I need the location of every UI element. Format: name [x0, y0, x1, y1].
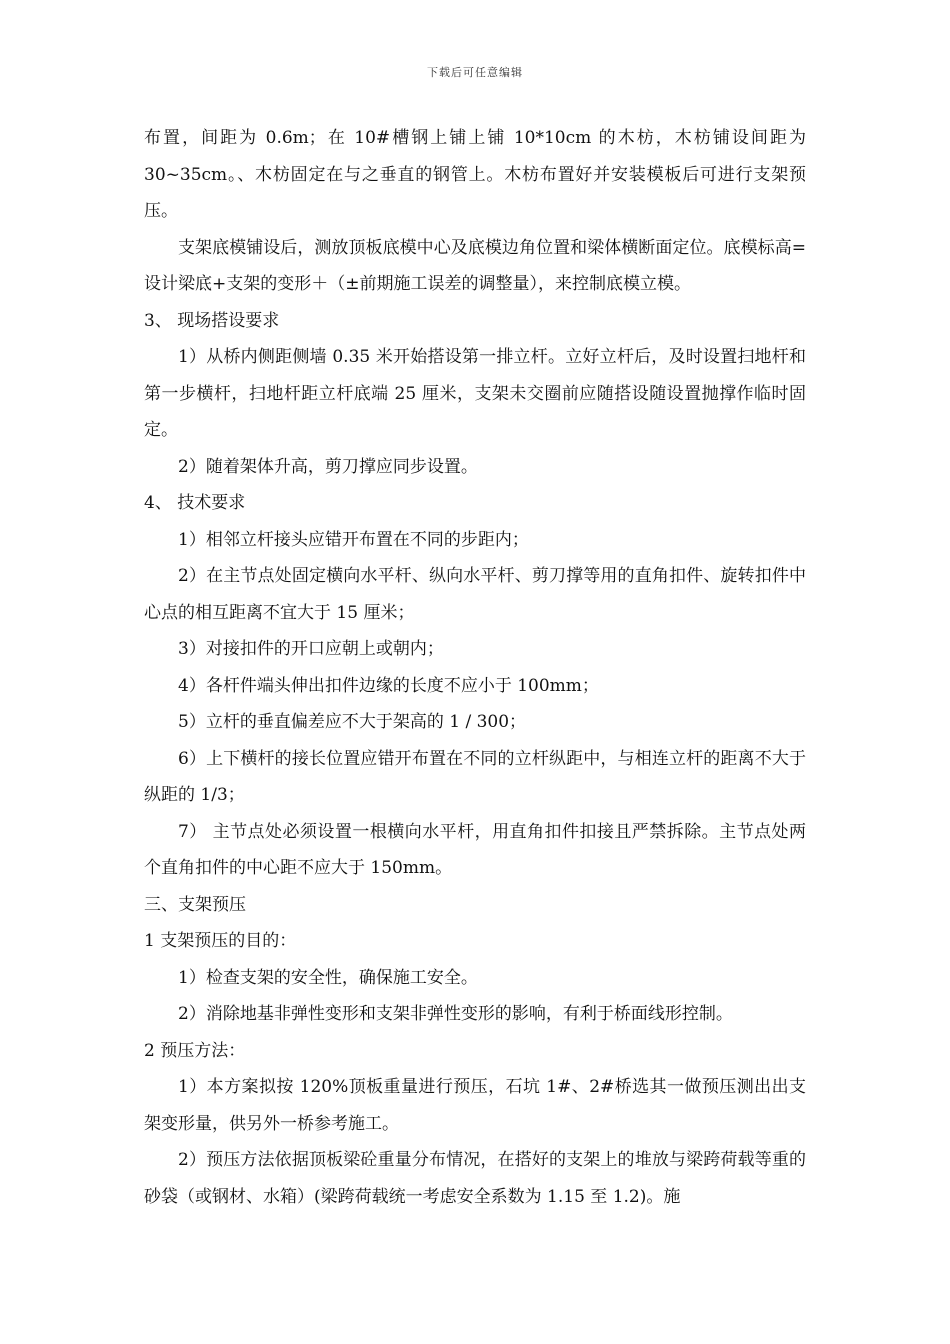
list-item: 5）立杆的垂直偏差应不大于架高的 1 / 300；: [178, 712, 527, 732]
list-item: 1）从桥内侧距侧墙 0.35 米开始搭设第一排立杆。立好立杆后，及时设置扫地杆和第一步横杆，扫地杆距立杆底端 25 厘米，支架未交圈前应随搭设随设置抛撑作临时固定。: [144, 347, 806, 440]
list-item: 7） 主节点处必须设置一根横向水平杆，用直角扣件扣接且严禁拆除。主节点处两个直角扣件的中心距不应大于 150mm。: [144, 821, 806, 878]
list-item: 6）上下横杆的接长位置应错开布置在不同的立杆纵距中，与相连立杆的距离不大于纵距的 1/3；: [144, 748, 806, 805]
section-heading-technical: 4、 技术要求: [144, 493, 246, 513]
list-item: 2）随着架体升高，剪刀撑应同步设置。: [178, 456, 478, 477]
list-item: 2）预压方法依据顶板梁砼重量分布情况，在搭好的支架上的堆放与梁跨荷载等重的砂袋（或钢材、水箱）(梁跨荷载统一考虑安全系数为 1.15 至 1.2)。施: [144, 1150, 806, 1207]
subheading-purpose: 1 支架预压的目的：: [144, 931, 297, 951]
list-item: 3）对接扣件的开口应朝上或朝内；: [178, 639, 444, 659]
subheading-method: 2 预压方法：: [144, 1040, 246, 1061]
chapter-heading-preload: 三、支架预压: [144, 894, 246, 915]
page-header: 下载后可任意编辑: [427, 66, 523, 79]
list-item: 4）各杆件端头伸出扣件边缘的长度不应小于 100mm；: [178, 675, 599, 696]
list-item: 1）相邻立杆接头应错开布置在不同的步距内；: [178, 529, 529, 550]
document-body: [144, 120, 806, 1215]
list-item: 1）本方案拟按 120%顶板重量进行预压，石坑 1#、2#桥选其一做预压测出出支架变形量，供另外一桥参考施工。: [144, 1077, 806, 1134]
paragraph-layout-continued: 布置，间距为 0.6m；在 10#槽钢上铺上铺 10*10cm 的木枋，木枋铺设间距为 30~35cm。、木枋固定在与之垂直的钢管上。木枋布置好并安装模板后可进行支架预压。: [144, 128, 806, 221]
list-item: 2）消除地基非弹性变形和支架非弹性变形的影响，有利于桥面线形控制。: [178, 1004, 733, 1024]
list-item: 1）检查支架的安全性，确保施工安全。: [178, 967, 478, 988]
paragraph-bottom-form: 支架底模铺设后，测放顶板底模中心及底模边角位置和梁体横断面定位。底模标高=设计梁底+支架的变形＋（±前期施工误差的调整量），来控制底模立模。: [144, 237, 806, 294]
section-heading-erection: 3、 现场搭设要求: [144, 310, 280, 331]
list-item: 2）在主节点处固定横向水平杆、纵向水平杆、剪刀撑等用的直角扣件、旋转扣件中心点的相互距离不宜大于 15 厘米；: [144, 566, 806, 623]
